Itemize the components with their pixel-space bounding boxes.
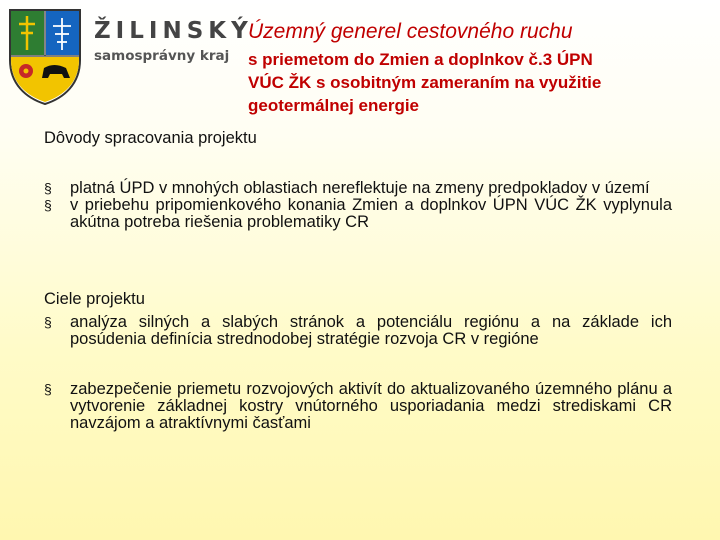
region-logo [6,6,253,106]
logo-subtitle: samosprávny kraj [94,48,230,64]
bullet-icon: § [44,314,52,330]
list-item-text: v priebehu pripomienkového konania Zmien a doplnkov ÚPN VÚC ŽK vyplynula akútna potreba riešenia problematiky CR [70,196,672,231]
list-item [44,197,672,231]
section-heading-goals: Ciele projektu [44,290,145,308]
goals-list-1 [44,314,672,348]
list-item [44,180,672,197]
coat-of-arms-icon [6,6,84,106]
logo-name: ŽILINSKÝ [94,18,253,44]
list-item-text: zabezpečenie priemetu rozvojových aktivít do aktualizovaného územného plánu a vytvorenie základnej kostry vnútorného usporiadania medzi strediskami CR navzájom a atraktívnymi časťami [70,380,672,432]
reasons-list [44,180,672,231]
slide-title-block [248,20,688,117]
section-heading-reasons: Dôvody spracovania projektu [44,129,257,147]
subtitle-line: VÚC ŽK s osobitným zameraním na využitie [248,73,602,92]
list-item [44,381,672,432]
bullet-icon: § [44,180,52,196]
bullet-icon: § [44,381,52,397]
bullet-icon: § [44,197,52,213]
subtitle-line: s priemetom do Zmien a doplnkov č.3 ÚPN [248,50,593,69]
goals-list-2 [44,381,672,432]
list-item-text: analýza silných a slabých stránok a potenciálu regiónu a na základe ich posúdenia definícia strednodobej stratégie rozvoja CR v regióne [70,313,672,348]
slide-title: Územný generel cestovného ruchu [248,20,573,43]
slide-subtitle [248,48,688,117]
list-item-text: platná ÚPD v mnohých oblastiach nereflektuje na zmeny predpokladov v území [70,179,650,197]
subtitle-line: geotermálnej energie [248,96,420,115]
list-item [44,314,672,348]
